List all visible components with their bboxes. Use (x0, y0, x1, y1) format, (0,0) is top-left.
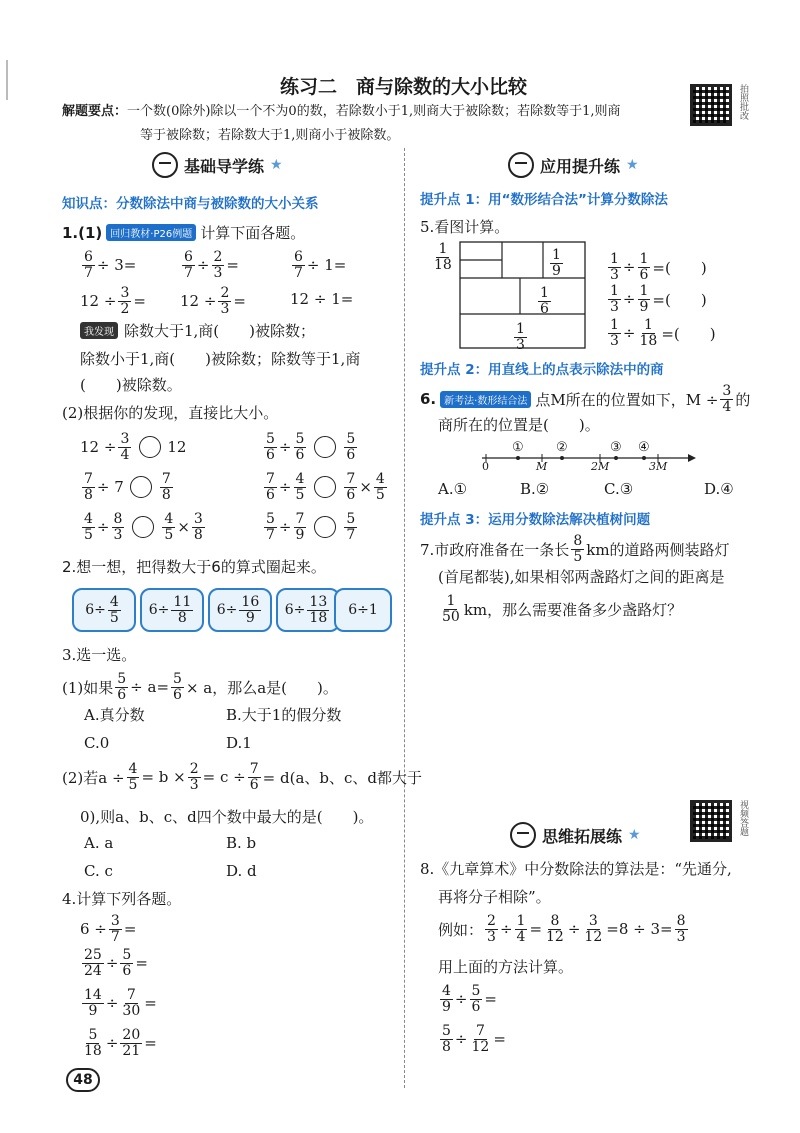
q1-row2-item1 (80, 286, 146, 316)
q8-line2: 再将分子相除”。 (438, 888, 551, 906)
qr-side-text: 拍照批改 (738, 84, 748, 120)
star-icon: ★ (626, 157, 639, 173)
expr-text: ÷ 3= (96, 256, 137, 275)
page-title: 练习二 商与除数的大小比较 (280, 76, 528, 98)
expr-text: 12 ÷ (180, 292, 217, 311)
q1-1-text: 计算下面各题。 (200, 224, 306, 242)
q4-item-4: $\frac{5}{18}$ ÷ $\frac{20}{21}$ = (84, 1027, 157, 1059)
tip-line-2: 等于被除数；若除数大于1,则商小于被除数。 (140, 128, 400, 143)
mascot-icon (508, 152, 534, 178)
qr-code-2-icon[interactable] (690, 800, 732, 842)
page-edge-mark (6, 60, 8, 100)
q3-2-line2: 0),则a、b、c、d四个数中最大的是( )。 (80, 808, 374, 826)
knowledge-point: 知识点：分数除法中商与被除数的大小关系 (62, 196, 319, 212)
compare-1: 12 ÷ $\frac{3}{4}$ 12 (80, 431, 187, 463)
q4-item-3: $\frac{14}{9}$ ÷ $\frac{7}{30}$ = (84, 987, 157, 1019)
q5-calc-3: $\frac{1}{3}$ ÷ $\frac{1}{18}$ =( ) (610, 317, 716, 349)
q6-tick-m: M (536, 460, 548, 473)
q3-1-option-b[interactable]: B.大于1的假分数 (226, 706, 342, 724)
q3-2-question: (2)若a ÷ $\frac{4}{5}$ = b × $\frac{2}{3}$ = c ÷ $\frac{7}{6}$ = d(a、b、c、d都大于 (62, 761, 422, 793)
q3-2-option-d[interactable]: D. d (226, 862, 257, 880)
point-3: 提升点 3：运用分数除法解决植树问题 (420, 512, 651, 528)
q5-label-3: $\frac{1}{3}$ (516, 321, 525, 353)
q3-1-question: (1)如果 $\frac{5}{6}$ ÷ a= $\frac{5}{6}$ × a，那么a是( )。 (62, 671, 338, 703)
column-divider (404, 148, 405, 1088)
q1-1-number: 1.(1) (62, 223, 103, 242)
tip-label: 解题要点： (62, 104, 128, 119)
q3-2-option-c[interactable]: C. c (84, 862, 113, 880)
q4-item-2: $\frac{25}{24}$ ÷ $\frac{5}{6}$ = (84, 947, 148, 979)
q6-option-b[interactable]: B.② (520, 480, 550, 498)
q5-text: 5.看图计算。 (420, 218, 510, 236)
left-section-title: 基础导学练 (184, 156, 265, 176)
q8-example: 例如： $\frac{2}{3}$ ÷ $\frac{1}{4}$ = $\frac{8}{12}$ ÷ $\frac{3}{12}$ =8 ÷ 3= $\frac{8}{3}$ (438, 913, 686, 945)
q1-row1-item1 (80, 250, 136, 280)
q6-line2: 商所在的位置是( )。 (438, 416, 600, 434)
compare-circle[interactable] (130, 476, 152, 498)
compare-circle[interactable] (314, 476, 336, 498)
q2-option-3[interactable]: 6÷ $\frac{16}{9}$ (208, 588, 272, 632)
q1-row1-item3 (290, 250, 346, 280)
q2-option-4[interactable]: 6÷ $\frac{13}{18}$ (276, 588, 340, 632)
q5-label-18: $\frac{1}{18}$ (434, 241, 452, 273)
discover-line-1 (80, 320, 315, 341)
fraction: $\frac{6}{7}$ (294, 249, 303, 281)
q7-line1: 7.市政府准备在一条长 $\frac{8}{5}$ km的道路两侧装路灯 (420, 533, 730, 565)
q8-instruction: 用上面的方法计算。 (438, 958, 574, 976)
q4-item-1: 6 ÷ $\frac{3}{7}$ = (80, 913, 137, 945)
q6-point-3: ③ (610, 440, 622, 455)
q6-tag: 新考法·数形结合法 (440, 391, 531, 408)
q3-2-option-a[interactable]: A. a (84, 834, 114, 852)
q6-tick-3m: 3M (649, 460, 668, 473)
discover-line-2: 除数小于1,商( )被除数；除数等于1,商 (80, 350, 361, 368)
fraction: $\frac{2}{3}$ (220, 285, 230, 317)
q1-row1-item2 (180, 250, 239, 280)
compare-4: $\frac{7}{6}$ ÷ $\frac{4}{5}$ $\frac{7}{6}$ × $\frac{4}{5}$ (266, 471, 385, 503)
compare-circle[interactable] (139, 436, 161, 458)
q6-option-c[interactable]: C.③ (604, 480, 634, 498)
operator: ÷ (196, 256, 210, 275)
compare-circle[interactable] (314, 436, 336, 458)
right-section2-header (510, 822, 641, 848)
page-number: 48 (66, 1068, 100, 1092)
fraction: $\frac{3}{2}$ (120, 285, 130, 317)
compare-circle[interactable] (132, 516, 154, 538)
q6-tick-0: 0 (482, 460, 489, 473)
q2-text (62, 556, 326, 577)
q1-1-tag: 回归教材·P26例题 (106, 224, 196, 241)
compare-2: $\frac{5}{6}$ ÷ $\frac{5}{6}$ $\frac{5}{6}$ (266, 431, 356, 463)
q6-question: 6. 新考法·数形结合法 点M所在的位置如下，M ÷ $\frac{3}{4}$ 的 (420, 383, 751, 415)
q8-line1: 8.《九章算术》中分数除法的算法是：“先通分, (420, 860, 732, 878)
expr-text: 12 ÷ 1= (290, 290, 354, 308)
expr-text: = (133, 292, 146, 311)
q6-option-a[interactable]: A.① (438, 480, 468, 498)
right-section-title: 应用提升练 (540, 156, 621, 176)
q1-row2-item3 (290, 290, 353, 308)
expr-text: = (226, 256, 239, 275)
qr2-side-text: 视频答题 (738, 800, 748, 836)
star-icon: ★ (628, 827, 641, 843)
q6-point-4: ④ (638, 440, 650, 455)
q1-row2-item2 (180, 286, 246, 316)
q5-calc-1: $\frac{1}{3}$ ÷ $\frac{1}{6}$ =( ) (610, 251, 707, 283)
q3-text: 3.选一选。 (62, 646, 137, 664)
q7-line3: $\frac{1}{50}$ km，那么需要准备多少盏路灯？ (442, 593, 683, 625)
q8-item-1: $\frac{4}{9}$ ÷ $\frac{5}{6}$ = (442, 983, 497, 1015)
fraction: $\frac{2}{3}$ (213, 249, 223, 281)
qr-code-icon[interactable] (690, 84, 732, 126)
star-icon: ★ (270, 157, 283, 173)
q5-label-6: $\frac{1}{6}$ (540, 285, 549, 317)
q7-line2: (首尾都装),如果相邻两盏路灯之间的距离是 (438, 568, 725, 586)
right-section-header (508, 152, 639, 178)
q3-1-option-d[interactable]: D.1 (226, 734, 252, 752)
q6-option-d[interactable]: D.④ (704, 480, 734, 498)
discover-label: 我发现 (80, 322, 118, 339)
q3-1-option-c[interactable]: C.0 (84, 734, 110, 752)
q2-option-2[interactable]: 6÷ $\frac{11}{8}$ (140, 588, 204, 632)
tip-line-1 (62, 100, 621, 119)
compare-5: $\frac{4}{5}$ ÷ $\frac{8}{3}$ $\frac{4}{5}$ × $\frac{3}{8}$ (84, 511, 203, 543)
compare-circle[interactable] (314, 516, 336, 538)
q6-point-1: ① (512, 440, 524, 455)
fraction: $\frac{6}{7}$ (84, 249, 93, 281)
right-section2-title: 思维拓展练 (542, 826, 623, 846)
q3-1-option-a[interactable]: A.真分数 (84, 706, 145, 724)
compare-6: $\frac{5}{7}$ ÷ $\frac{7}{9}$ $\frac{5}{7}$ (266, 511, 356, 543)
discover-line-3: ( )被除数。 (80, 376, 182, 394)
q2-option-5[interactable]: 6÷1 (334, 588, 392, 632)
fraction: $\frac{6}{7}$ (184, 249, 193, 281)
tip-text-1: 一个数(0除外)除以一个不为0的数，若除数小于1,则商大于被除数；若除数等于1,则商 (127, 104, 621, 119)
point-1: 提升点 1：用“数形结合法”计算分数除法 (420, 192, 668, 208)
q4-text: 4.计算下列各题。 (62, 890, 182, 908)
q8-item-2: $\frac{5}{8}$ ÷ $\frac{7}{12}$ = (442, 1023, 506, 1055)
q3-2-option-b[interactable]: B. b (226, 834, 257, 852)
expr-text: = (233, 292, 246, 311)
expr-text: ÷ 1= (306, 256, 347, 275)
q6-tick-2m: 2M (591, 460, 610, 473)
mascot-icon (152, 152, 178, 178)
mascot-icon (510, 822, 536, 848)
q1-2-text: (2)根据你的发现，直接比大小。 (62, 404, 279, 422)
point-2: 提升点 2：用直线上的点表示除法中的商 (420, 362, 664, 378)
q6-point-2: ② (556, 440, 568, 455)
q1-1-heading (62, 222, 305, 243)
q2-label: 2.想一想，把得数大于6的算式圈起来。 (62, 558, 326, 576)
q5-calc-2: $\frac{1}{3}$ ÷ $\frac{1}{9}$ =( ) (610, 283, 707, 315)
q2-option-1[interactable]: 6÷ $\frac{4}{5}$ (72, 588, 136, 632)
discover-text-1: 除数大于1,商( )被除数； (124, 322, 316, 340)
left-section-header (152, 152, 283, 178)
compare-3: $\frac{7}{8}$ ÷ 7 $\frac{7}{8}$ (84, 471, 171, 503)
q5-label-9: $\frac{1}{9}$ (552, 247, 561, 279)
expr-text: 12 ÷ (80, 292, 117, 311)
